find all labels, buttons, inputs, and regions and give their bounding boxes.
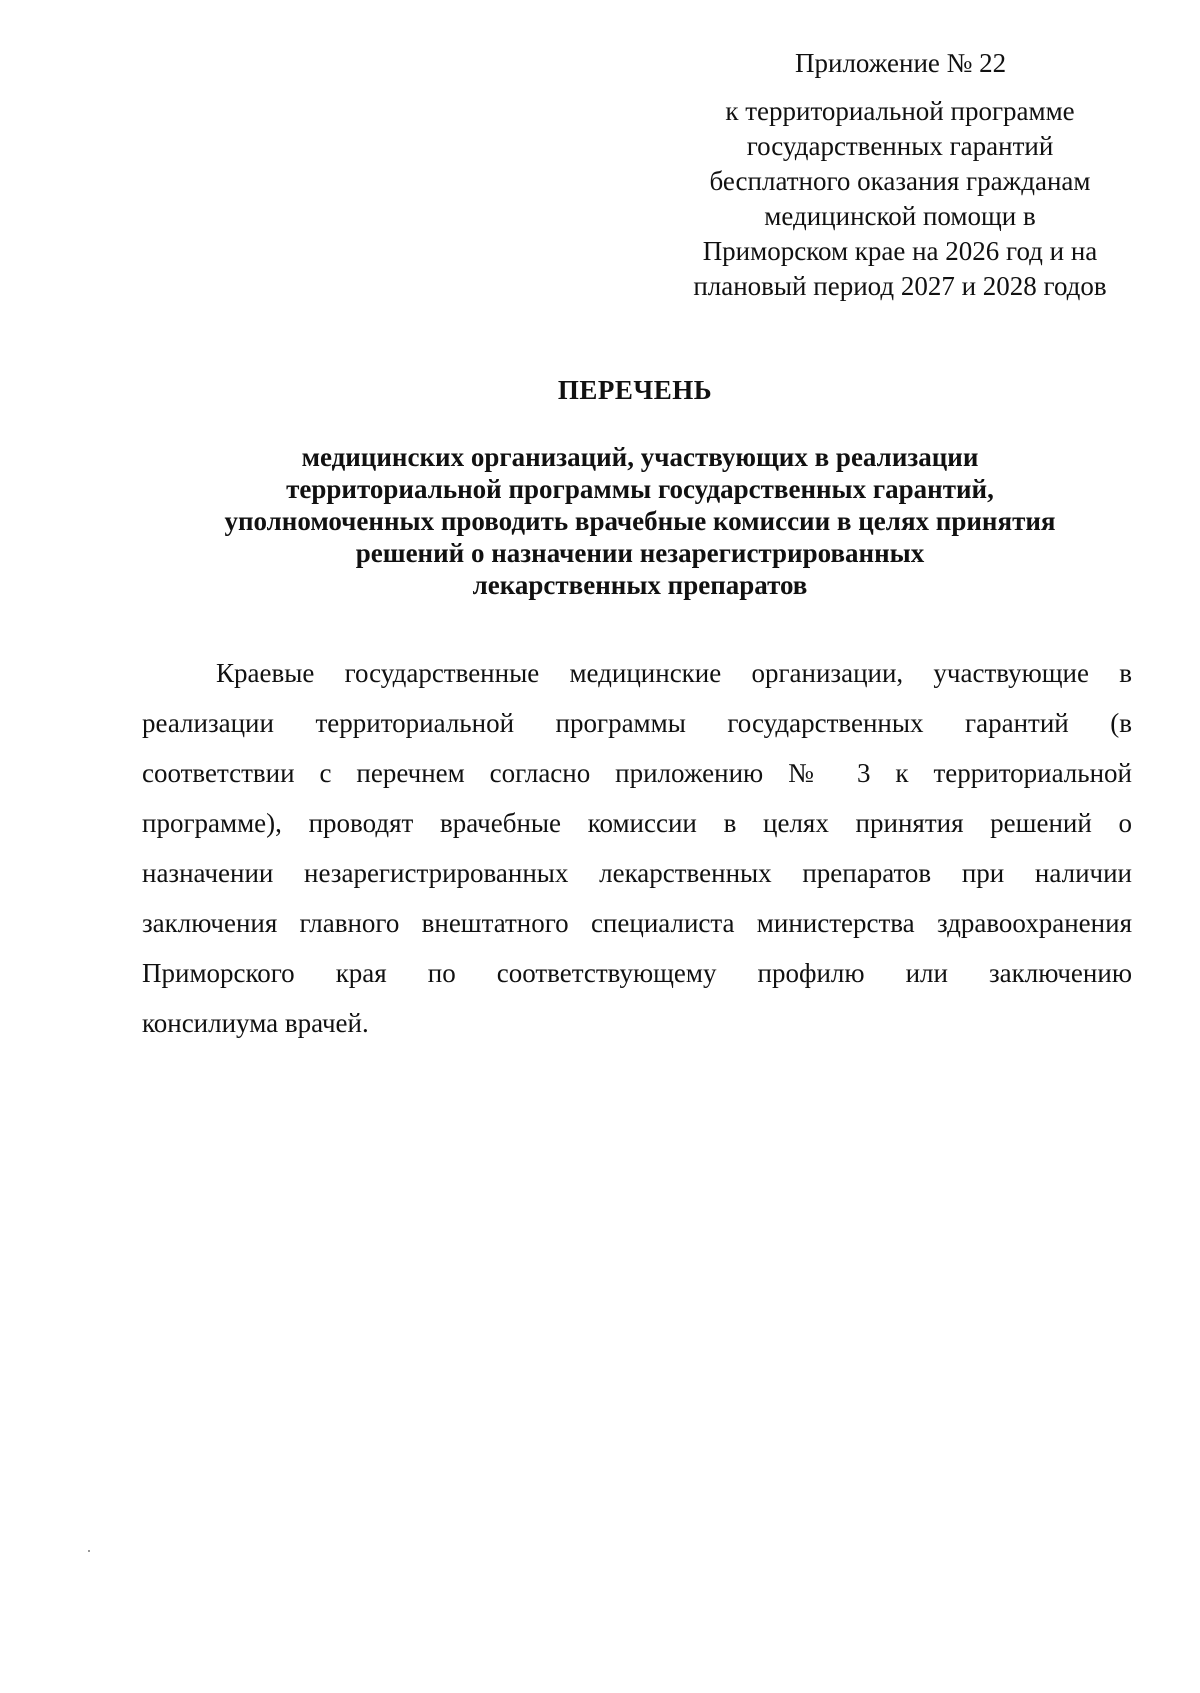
paragraph-line: консилиума врачей. <box>142 1008 369 1038</box>
document-title: ПЕРЕЧЕНЬ <box>557 375 713 405</box>
scan-artifact-dot <box>88 1550 90 1552</box>
paragraph-line: программе), проводят врачебные комиссии в целях принятия решений о <box>142 808 1132 838</box>
appendix-number: Приложение № 22 <box>795 48 1007 78</box>
subtitle-line: уполномоченных проводить врачебные комиссии в целях принятия <box>224 506 1056 536</box>
appendix-caption-line: государственных гарантий <box>746 131 1054 161</box>
appendix-caption-line: медицинской помощи в <box>764 201 1036 231</box>
appendix-caption-line: плановый период 2027 и 2028 годов <box>693 271 1107 301</box>
appendix-caption <box>655 94 1145 304</box>
paragraph-line: реализации территориальной программы государственных гарантий (в <box>142 708 1132 738</box>
paragraph-line: назначении незарегистрированных лекарственных препаратов при наличии <box>142 858 1132 888</box>
subtitle-line: лекарственных препаратов <box>472 570 808 600</box>
appendix-caption-line: Приморском крае на 2026 год и на <box>702 236 1098 266</box>
appendix-caption-line: к территориальной программе <box>725 96 1075 126</box>
subtitle-line: территориальной программы государственных гарантий, <box>286 474 994 504</box>
subtitle-line: медицинских организаций, участвующих в реализации <box>301 442 979 472</box>
paragraph-line: соответствии с перечнем согласно приложению № 3 к территориальной <box>142 758 1132 788</box>
body-paragraph <box>142 648 1132 1048</box>
paragraph-line: Приморского края по соответствующему профилю или заключению <box>142 958 1132 988</box>
subtitle-line: решений о назначении незарегистрированных <box>355 538 925 568</box>
document-subtitle <box>160 441 1120 601</box>
appendix-caption-line: бесплатного оказания гражданам <box>709 166 1091 196</box>
paragraph-line: заключения главного внештатного специалиста министерства здравоохранения <box>142 908 1132 938</box>
paragraph-line: Краевые государственные медицинские организации, участвующие в <box>216 658 1132 688</box>
